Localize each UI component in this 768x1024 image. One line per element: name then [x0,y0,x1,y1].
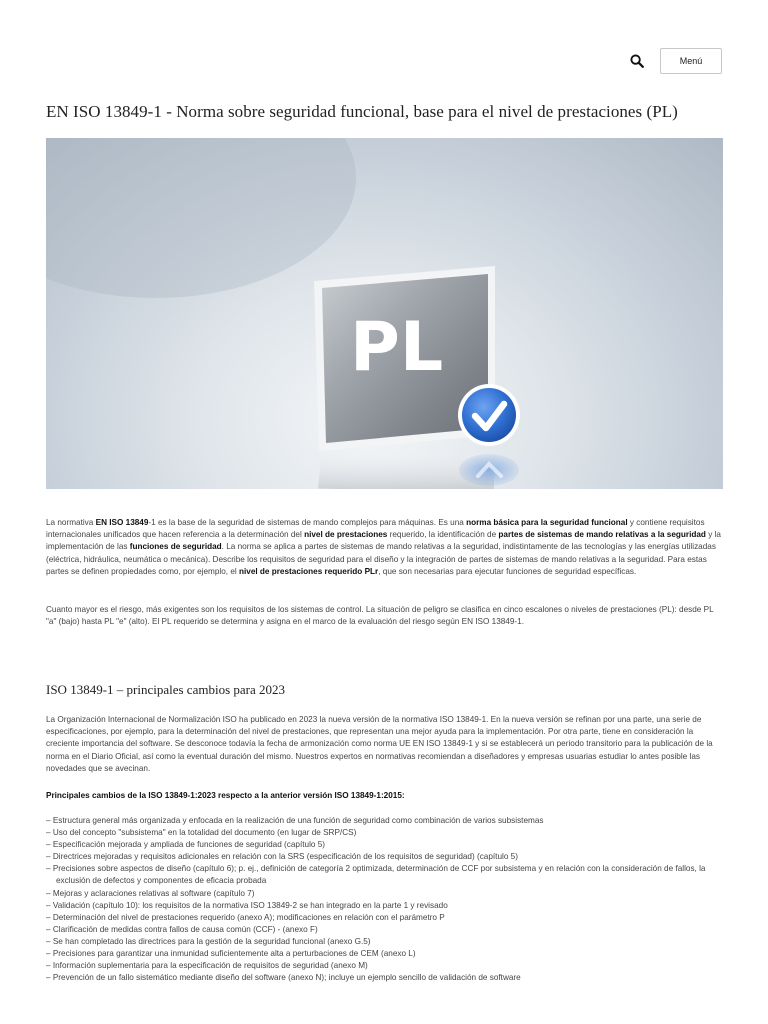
highlighted-term: partes de sistemas de mando relativas a la seguridad [498,530,706,540]
intro-text-segment: y la implementación de las [46,530,721,552]
highlighted-term: nivel de prestaciones requerido PLr [238,566,379,576]
changes-list [46,815,723,984]
list-item: – Uso del concepto "subsistema" en la totalidad del documento (en lugar de SRP/CS) [46,827,723,839]
search-icon[interactable] [626,50,648,72]
intro-text-segment: , que son necesarias para ejecutar funciones de seguridad específicas. [378,566,637,576]
intro-text-segment: y contiene requisitos internacionales unificados que hacen referencia a la determinación del [46,518,705,540]
intro-text-segment: requerido, la identificación de [387,530,499,540]
list-item: – Información suplementaria para la especificación de requisitos de seguridad (anexo M) [46,960,723,972]
pl-card-illustration [46,138,723,489]
menu-button[interactable]: Menú [660,48,722,74]
list-item: – Determinación del nivel de prestaciones requerido (anexo A); modificaciones en relación con el parámetro P [46,912,723,924]
list-item: – Prevención de un fallo sistemático mediante diseño del software (anexo N); incluye un ejemplo sencillo de validación de software [46,972,723,984]
list-item: – Precisiones para garantizar una inmunidad suficientemente alta a perturbaciones de CEM (anexo L) [46,948,723,960]
list-item: – Se han completado las directrices para la gestión de la seguridad funcional (anexo G.5) [46,936,723,948]
header-actions [626,48,722,74]
list-item: – Clarificación de medidas contra fallos de causa común (CCF) - (anexo F) [46,924,723,936]
highlighted-term: funciones de seguridad [129,542,222,552]
list-item: – Directrices mejoradas y requisitos adicionales en relación con la SRS (especificación de los requisitos de seguridad) (capítulo 5) [46,851,723,863]
page-title: EN ISO 13849-1 - Norma sobre seguridad funcional, base para el nivel de prestaciones (PL) [46,102,678,121]
highlighted-term: norma básica para la seguridad funcional [466,518,628,527]
list-item: – Validación (capítulo 10): los requisitos de la normativa ISO 13849-2 se han integrado en la parte 1 y revisado [46,900,723,912]
list-item: – Especificación mejorada y ampliada de funciones de seguridad (capítulo 5) [46,839,723,851]
highlighted-term: nivel de prestaciones [304,530,388,540]
intro-text-segment: La normativa [46,518,96,527]
list-item: – Estructura general más organizada y enfocada en la realización de una función de seguridad como combinación de varios subsistemas [46,815,723,827]
hero-image [46,138,723,489]
risk-paragraph: Cuanto mayor es el riesgo, más exigentes son los requisitos de los sistemas de control. La situación de peligro se clasifica en cinco escalones o niveles de prestaciones (PL): desde PL "a" (bajo) hasta PL "e" (alto). El PL requerido se determina y asigna en el marco de la evaluación del riesgo según EN ISO 13849-1. [46,605,714,627]
intro-text-segment: -1 es la base de la seguridad de sistemas de mando complejos para máquinas. Es una [148,518,467,527]
pl-label: PL [350,308,444,387]
list-item: – Mejoras y aclaraciones relativas al software (capítulo 7) [46,888,723,900]
iso-2023-paragraph: La Organización Internacional de Normalización ISO ha publicado en 2023 la nueva versión de la normativa ISO 13849-1. En la nueva versión se refinan por una parte, una serie de especificaciones, por ejemplo, para la determinación del nivel de prestaciones, que representan una mejor ayuda para la implementación. Por otra parte, tiene en consideración la creciente importancia del software. Se desconoce todavía la fecha de armonización como norma UE EN ISO 13849-1 y si se establecerá un periodo transitorio para la publicación de la norma en el Diario Oficial, así como la eventual duración del mismo. Nuestros expertos en normativas recomiendan a diseñadores y empresas usuarias estudiar lo antes posible las novedades que se avecinan. [46,715,713,773]
changes-list-title: Principales cambios de la ISO 13849-1:2023 respecto a la anterior versión ISO 13849-1:2015: [46,791,405,800]
section-heading: ISO 13849-1 – principales cambios para 2023 [46,682,286,697]
list-item: – Precisiones sobre aspectos de diseño (capítulo 6); p. ej., definición de categoría 2 optimizada, determinación de CCF por subsistema y en relación con la consideración de fallos, la exclusión de defectos y componentes de eficacia probada [46,863,723,887]
intro-paragraph [46,517,723,578]
intro-text-segment: . La norma se aplica a partes de sistemas de mando relativas a la seguridad, indistintamente de las tecnologías y las energías utilizadas (eléctrica, hidráulica, neumática o mecánica). Describe los requisitos de seguridad para el diseño y la integración de partes de sistemas de mando relativas a la seguridad. Para estas partes se definen propiedades como, por ejemplo, el [46,542,716,576]
highlighted-term: EN ISO 13849 [95,518,149,527]
